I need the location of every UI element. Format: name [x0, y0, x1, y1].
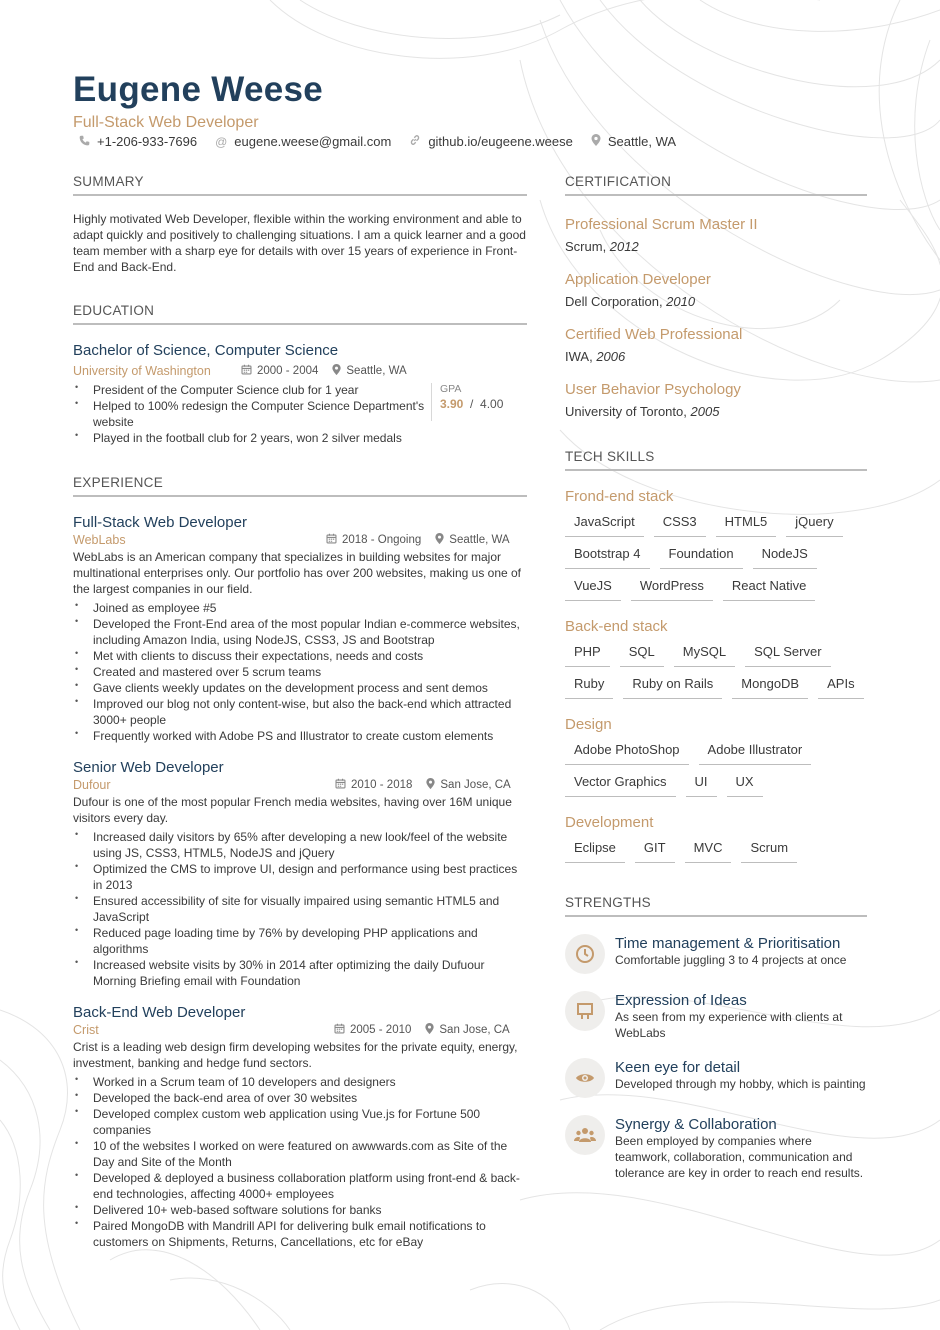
job-item [73, 759, 527, 989]
list-item: • Frequently worked with Adobe PS and Illustrator to create custom elements [73, 728, 527, 744]
left-column [73, 174, 527, 1250]
list-item: • Gave clients weekly updates on the development process and sent demos [73, 680, 527, 696]
education-location [332, 364, 406, 378]
certification-name: Application Developer [565, 271, 711, 288]
candidate-role: Full-Stack Web Developer [73, 114, 259, 131]
certification-issuer: Dell Corporation, 2010 [565, 294, 696, 309]
certification-name: User Behavior Psychology [565, 381, 741, 398]
education-section [73, 303, 527, 446]
gpa-score: 3.90 [440, 397, 464, 411]
strength-text [615, 934, 846, 974]
gpa-label: GPA [440, 383, 462, 395]
list-item: • 10 of the websites I worked on were featured on awwwards.com as Site of the Day and Site of the Month [73, 1138, 527, 1170]
strength-title: Expression of Ideas [615, 992, 747, 1009]
skill-tag: UI [686, 773, 717, 797]
list-item: • Increased website visits by 30% in 2014 after optimizing the daily Dufuour Morning Briefing email with Foundation [73, 957, 527, 989]
job-title: Senior Web Developer [73, 759, 224, 776]
location-pin-icon [591, 134, 601, 149]
job-dates [335, 778, 412, 792]
skill-group-title: Frond-end stack [565, 488, 674, 505]
list-item: • Worked in a Scrum team of 10 developers and designers [73, 1074, 527, 1090]
education-bullets [73, 382, 425, 446]
strength-description: Developed through my hobby, which is painting [615, 1077, 866, 1091]
job-dates-text: 2005 - 2010 [350, 1023, 412, 1036]
skill-tag-list [565, 741, 867, 797]
job-location [426, 778, 510, 792]
website-text: github.io/eugeene.weese [428, 134, 573, 149]
list-item: • Increased daily visitors by 65% after developing a new look/feel of the website using JS, CSS3, HTML5, NodeJS and jQuery [73, 829, 527, 861]
list-item: • Improved our blog not only content-wise, but also the back-end which attracted 3000+ people [73, 696, 527, 728]
skill-tag-list [565, 513, 867, 601]
company-name: WebLabs [73, 532, 126, 547]
skill-tag: MongoDB [732, 675, 808, 699]
strength-title: Time management & Prioritisation [615, 935, 841, 952]
job-title: Full-Stack Web Developer [73, 514, 247, 531]
skill-group-title: Back-end stack [565, 618, 668, 635]
list-item: • Played in the football club for 2 years, won 2 silver medals [73, 430, 425, 446]
contact-email[interactable] [215, 134, 391, 149]
clock-icon [565, 934, 605, 974]
skill-tag: MySQL [674, 643, 735, 667]
location-pin-icon [426, 778, 435, 792]
strength-title: Synergy & Collaboration [615, 1116, 777, 1133]
certification-item [565, 326, 867, 364]
certification-issuer: Scrum, 2012 [565, 239, 639, 254]
skill-tag: Adobe Illustrator [699, 741, 812, 765]
education-dates-text: 2000 - 2004 [257, 364, 319, 377]
list-item: • Helped to 100% redesign the Computer Science Department's website [73, 398, 425, 430]
skill-tag: SQL Server [745, 643, 830, 667]
certification-name: Professional Scrum Master II [565, 216, 758, 233]
gpa-box [431, 383, 519, 421]
summary-text: Highly motivated Web Developer, flexible within the working environment and able to adapt quickly and positively to challenging situations. I am a quick learner and a good team member with a sharp eye for details with over 15 years of experience in Front-End and Back-End. [73, 212, 526, 274]
certification-issuer: IWA, 2006 [565, 349, 626, 364]
skill-tag: jQuery [786, 513, 842, 537]
list-item: • Developed complex custom web application using Vue.js for Fortune 500 companies [73, 1106, 527, 1138]
job-item [73, 1004, 527, 1250]
list-item: • Developed & deployed a business collaboration platform using front-end & back-end technologies, affecting 4000+ employees [73, 1170, 527, 1202]
certification-heading: CERTIFICATION [565, 174, 867, 196]
job-location-text: San Jose, CA [439, 1023, 510, 1036]
issuer-name: Scrum [565, 239, 603, 254]
summary-section [73, 174, 527, 275]
list-item: • Delivered 10+ web-based software solutions for banks [73, 1202, 527, 1218]
calendar-icon [241, 364, 252, 378]
strength-description: Been employed by companies where teamwork, collaboration, communication and tolerance are key in order to reach end results. [615, 1134, 864, 1180]
skills-section [565, 449, 867, 863]
contact-location [591, 134, 676, 149]
skill-tag: Ruby [565, 675, 613, 699]
gpa-value: 3.90 / 4.00 [440, 397, 504, 411]
job-location [425, 1023, 509, 1037]
job-meta [73, 776, 527, 793]
skill-tag: Ruby on Rails [623, 675, 722, 699]
job-description: Crist is a leading web design firm developing websites for the private equity, energy, investment, banking and hedge fund sectors. [73, 1040, 518, 1070]
email-text: eugene.weese@gmail.com [234, 134, 392, 149]
certification-item [565, 216, 867, 254]
list-item: • Created and mastered over 5 scrum teams [73, 664, 527, 680]
degree-title: Bachelor of Science, Computer Science [73, 342, 339, 359]
job-item [73, 514, 527, 744]
job-dates [334, 1023, 411, 1037]
strength-item [565, 1058, 867, 1098]
summary-heading: SUMMARY [73, 174, 527, 196]
issuer-name: Dell Corporation [565, 294, 659, 309]
link-icon [409, 134, 421, 149]
skill-tag: Eclipse [565, 839, 625, 863]
right-column [565, 174, 867, 1181]
phone-icon [79, 135, 90, 149]
strength-item [565, 934, 867, 974]
list-item: • Met with clients to discuss their expectations, needs and costs [73, 648, 527, 664]
skill-tag: UX [727, 773, 763, 797]
strength-text [615, 1058, 866, 1098]
school-name: University of Washington [73, 363, 211, 378]
contact-bar [79, 134, 694, 149]
strength-description: As seen from my experience with clients at WebLabs [615, 1010, 843, 1040]
list-item: • Developed the back-end area of over 30 websites [73, 1090, 527, 1106]
job-bullets [73, 829, 527, 989]
job-location [435, 533, 509, 547]
at-icon: @ [215, 134, 228, 149]
education-meta [73, 362, 527, 379]
education-location-text: Seattle, WA [346, 364, 407, 377]
job-description: WebLabs is an American company that specializes in building websites for major multinational enterprises only. Our portfolio has over 200 websites, making us one of the largest companies in our field. [73, 550, 522, 596]
job-meta [73, 531, 527, 548]
skill-tag: NodeJS [753, 545, 817, 569]
strength-description: Comfortable juggling 3 to 4 projects at once [615, 953, 847, 967]
candidate-name: Eugene Weese [73, 70, 324, 109]
issuer-name: University of Toronto [565, 404, 684, 419]
skill-tag: Adobe PhotoShop [565, 741, 689, 765]
skill-tag: APIs [818, 675, 863, 699]
job-description: Dufour is one of the most popular French media websites, having over 16M unique visitors every day. [73, 795, 512, 825]
skill-tag: GIT [635, 839, 675, 863]
skill-tag: MVC [685, 839, 732, 863]
issue-year: 2006 [596, 349, 626, 364]
contact-website[interactable] [409, 134, 573, 149]
gpa-max: 4.00 [480, 397, 504, 411]
calendar-icon [335, 778, 346, 792]
skill-tag: JavaScript [565, 513, 644, 537]
location-pin-icon [435, 533, 444, 547]
list-item: • Developed the Front-End area of the most popular Indian e-commerce websites, including Amazon India, using NodeJS, CSS3, JS and Bootstrap [73, 616, 527, 648]
list-item: • Ensured accessibility of site for visually impaired using semantic HTML5 and JavaScript [73, 893, 527, 925]
skill-tag: WordPress [631, 577, 713, 601]
skill-group-title: Development [565, 814, 654, 831]
job-dates [326, 533, 421, 547]
location-pin-icon [332, 364, 341, 378]
job-bullets [73, 1074, 527, 1250]
education-body [73, 379, 527, 446]
skill-tag: React Native [723, 577, 815, 601]
job-dates-text: 2018 - Ongoing [342, 533, 422, 546]
issue-year: 2005 [690, 404, 720, 419]
skill-tag: Bootstrap 4 [565, 545, 650, 569]
strengths-heading: STRENGTHS [565, 895, 867, 917]
skill-tag: HTML5 [716, 513, 777, 537]
education-heading: EDUCATION [73, 303, 527, 325]
calendar-icon [326, 533, 337, 547]
certification-item [565, 271, 867, 309]
contact-phone[interactable] [79, 134, 197, 149]
job-bullets [73, 600, 527, 744]
experience-section [73, 475, 527, 1250]
company-name: Dufour [73, 777, 111, 792]
list-item: • Reduced page loading time by 76% by developing PHP applications and algorithms [73, 925, 527, 957]
presentation-icon [565, 991, 605, 1031]
skill-group-title: Design [565, 716, 612, 733]
eye-icon [565, 1058, 605, 1098]
issuer-name: IWA [565, 349, 590, 364]
skill-tag: Scrum [741, 839, 797, 863]
skill-tag: Foundation [660, 545, 743, 569]
skill-tag-list [565, 643, 867, 699]
skill-tag: CSS3 [654, 513, 706, 537]
location-pin-icon [425, 1023, 434, 1037]
certification-name: Certified Web Professional [565, 326, 743, 343]
skill-tag: Vector Graphics [565, 773, 676, 797]
job-location-text: Seattle, WA [449, 533, 510, 546]
skill-tag-list [565, 839, 867, 863]
calendar-icon [334, 1023, 345, 1037]
job-meta [73, 1021, 527, 1038]
experience-heading: EXPERIENCE [73, 475, 527, 497]
company-name: Crist [73, 1022, 99, 1037]
job-location-text: San Jose, CA [440, 778, 511, 791]
list-item: • Paired MongoDB with Mandrill API for delivering bulk email notifications to customers on Shipments, Returns, Cancellations, etc for eBay [73, 1218, 527, 1250]
skill-tag: SQL [620, 643, 664, 667]
strength-text [615, 1115, 867, 1181]
list-item: • President of the Computer Science club for 1 year [73, 382, 425, 398]
location-text: Seattle, WA [607, 134, 677, 149]
list-item: • Optimized the CMS to improve UI, design and performance using best practices in 2013 [73, 861, 527, 893]
strengths-section [565, 895, 867, 1181]
skill-tag: PHP [565, 643, 610, 667]
strength-item [565, 1115, 867, 1181]
job-title: Back-End Web Developer [73, 1004, 246, 1021]
education-dates [241, 364, 318, 378]
certification-issuer: University of Toronto, 2005 [565, 404, 720, 419]
strength-item [565, 991, 867, 1041]
issue-year: 2010 [666, 294, 696, 309]
job-dates-text: 2010 - 2018 [351, 778, 413, 791]
team-icon [565, 1115, 605, 1155]
issue-year: 2012 [609, 239, 639, 254]
phone-text: +1-206-933-7696 [97, 134, 198, 149]
certification-section [565, 174, 867, 419]
skills-heading: TECH SKILLS [565, 449, 867, 471]
skill-tag: VueJS [565, 577, 621, 601]
strength-text [615, 991, 867, 1041]
strength-title: Keen eye for detail [615, 1059, 741, 1076]
certification-item [565, 381, 867, 419]
list-item: • Joined as employee #5 [73, 600, 527, 616]
